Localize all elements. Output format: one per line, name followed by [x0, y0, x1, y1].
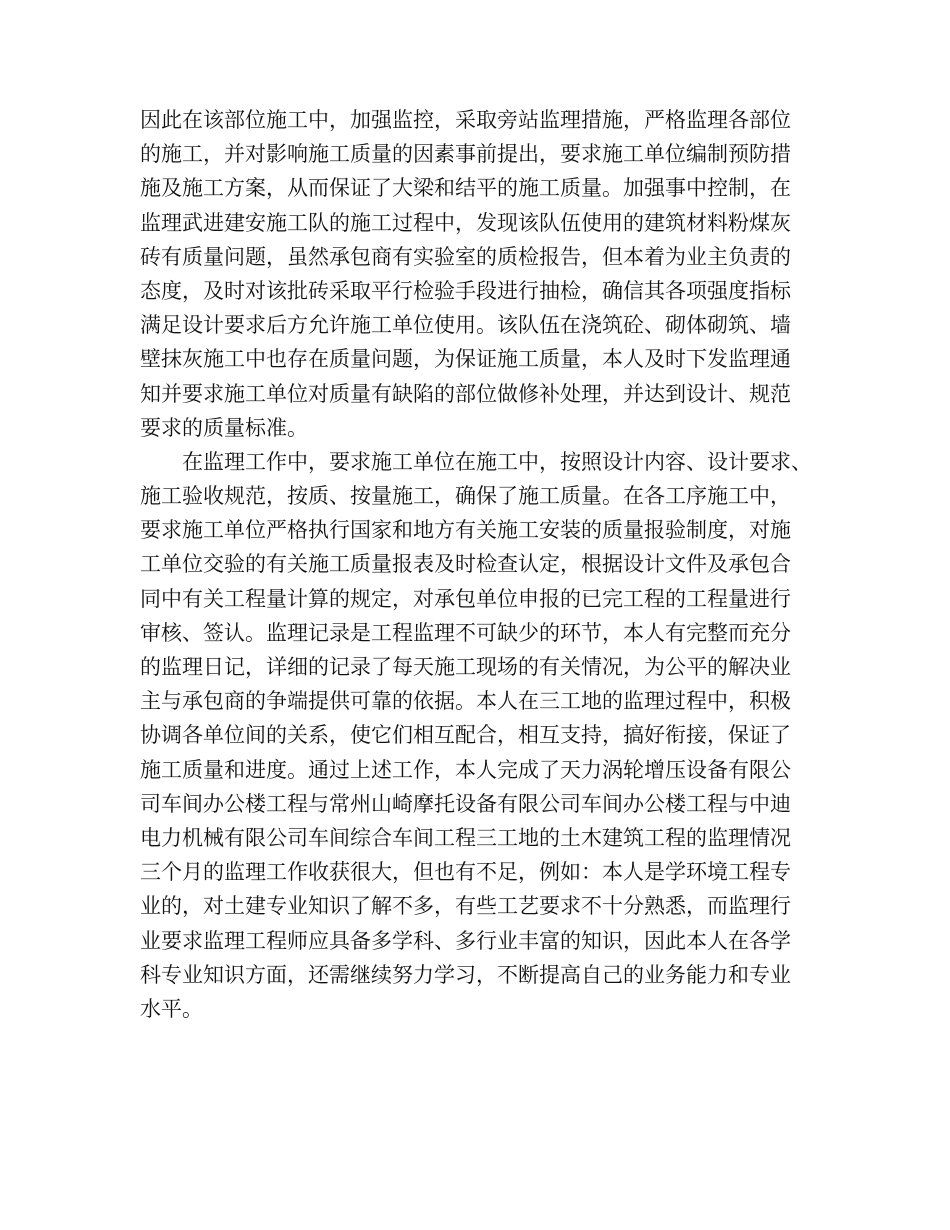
text-line: 主与承包商的争端提供可靠的依据。本人在三工地的监理过程中，积极	[140, 689, 791, 714]
text-line: 的施工，并对影响施工质量的因素事前提出，要求施工单位编制预防措	[140, 142, 791, 167]
text-line: 满足设计要求后方允许施工单位使用。该队伍在浇筑砼、砌体砌筑、墙	[140, 313, 791, 338]
paragraph-1	[140, 103, 820, 445]
text-line: 业的，对土建专业知识了解不多，有些工艺要求不十分熟悉，而监理行	[140, 894, 791, 919]
text-line: 同中有关工程量计算的规定，对承包单位申报的已完工程的工程量进行	[140, 586, 791, 611]
text-line: 工单位交验的有关施工质量报表及时检查认定，根据设计文件及承包合	[140, 552, 791, 577]
text-line: 审核、签认。监理记录是工程监理不可缺少的环节，本人有完整而充分	[140, 620, 791, 645]
text-line: 协调各单位间的关系，使它们相互配合，相互支持，搞好衔接，保证了	[140, 723, 791, 748]
text-line: 科专业知识方面，还需继续努力学习，不断提高自己的业务能力和专业	[140, 962, 791, 987]
text-line: 砖有质量问题，虽然承包商有实验室的质检报告，但本着为业主负责的	[140, 244, 791, 269]
text-line: 施及施工方案，从而保证了大梁和结平的施工质量。加强事中控制，在	[140, 176, 791, 201]
text-line: 监理武进建安施工队的施工过程中，发现该队伍使用的建筑材料粉煤灰	[140, 210, 791, 235]
text-line: 态度，及时对该批砖采取平行检验手段进行抽检，确信其各项强度指标	[140, 278, 791, 303]
text-line: 壁抹灰施工中也存在质量问题，为保证施工质量，本人及时下发监理通	[140, 347, 791, 372]
paragraph-2	[140, 445, 820, 1026]
text-line: 司车间办公楼工程与常州山崎摩托设备有限公司车间办公楼工程与中迪	[140, 791, 791, 816]
text-line: 业要求监理工程师应具备多学科、多行业丰富的知识，因此本人在各学	[140, 928, 791, 953]
document-page	[140, 103, 820, 1026]
text-line-indented: 在监理工作中，要求施工单位在施工中，按照设计内容、设计要求、	[182, 449, 812, 474]
text-line: 要求施工单位严格执行国家和地方有关施工安装的质量报验制度，对施	[140, 518, 791, 543]
text-line: 水平。	[140, 996, 203, 1021]
text-line: 施工质量和进度。通过上述工作，本人完成了天力涡轮增压设备有限公	[140, 757, 791, 782]
text-line: 因此在该部位施工中，加强监控，采取旁站监理措施，严格监理各部位	[140, 108, 791, 132]
text-line: 三个月的监理工作收获很大，但也有不足，例如：本人是学环境工程专	[140, 860, 791, 885]
text-line: 的监理日记，详细的记录了每天施工现场的有关情况，为公平的解决业	[140, 655, 791, 679]
text-line: 电力机械有限公司车间综合车间工程三工地的土木建筑工程的监理情况	[140, 825, 791, 850]
text-line: 要求的质量标准。	[140, 415, 308, 440]
text-line: 知并要求施工单位对质量有缺陷的部位做修补处理，并达到设计、规范	[140, 381, 791, 406]
text-line: 施工验收规范，按质、按量施工，确保了施工质量。在各工序施工中，	[140, 484, 791, 509]
